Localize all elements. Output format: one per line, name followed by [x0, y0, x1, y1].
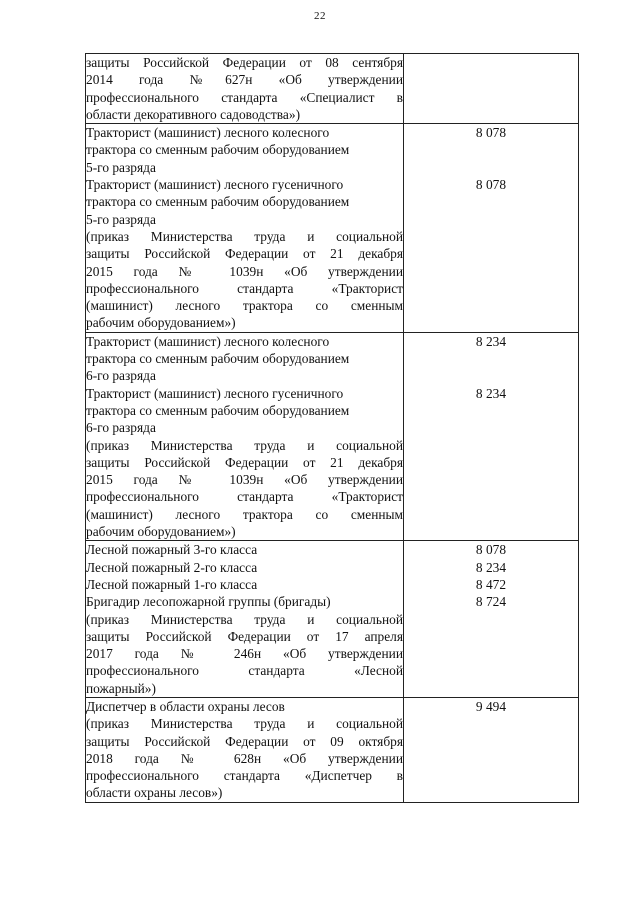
- salary-value-cell: [404, 54, 579, 124]
- description-line: профессионального стандарта «Диспетчер в: [86, 768, 403, 784]
- position-description-cell: [86, 54, 404, 124]
- salary-value: [404, 159, 578, 176]
- salary-value: 8 724: [475, 594, 507, 610]
- description-line: защиты Российской Федерации от 21 декабря: [86, 454, 403, 470]
- description-line: 2018 года № 628н «Об утверждении: [86, 750, 403, 766]
- table-row: [86, 124, 579, 333]
- position-description-cell: [86, 124, 404, 333]
- description-line: (приказ Министерства труда и социальной: [86, 437, 403, 453]
- description-line: профессионального стандарта «Специалист в: [86, 89, 403, 105]
- description-line: 2015 года № 1039н «Об утверждении: [86, 263, 403, 279]
- salary-value: [404, 141, 578, 158]
- description-line: области охраны лесов»): [86, 785, 223, 801]
- salary-table: [85, 53, 579, 803]
- description-line: защиты Российской Федерации от 17 апреля: [86, 628, 403, 644]
- description-line: 5-го разряда: [86, 211, 156, 227]
- salary-value-cell: [404, 541, 579, 698]
- description-line: 6-го разряда: [86, 368, 156, 384]
- description-line: профессионального стандарта «Тракторист: [86, 489, 403, 505]
- description-line: Тракторист (машинист) лесного гусеничного: [86, 177, 344, 193]
- description-line: (машинист) лесного трактора со сменным: [86, 298, 403, 314]
- salary-value: 8 234: [475, 559, 507, 575]
- description-line: (приказ Министерства труда и социальной: [86, 228, 403, 244]
- description-line: 6-го разряда: [86, 420, 156, 436]
- description-line: рабочим оборудованием»): [86, 524, 236, 540]
- salary-value: 9 494: [475, 698, 507, 714]
- description-line: (приказ Министерства труда и социальной: [86, 611, 403, 627]
- position-description-cell: [86, 541, 404, 698]
- description-line: Лесной пожарный 1-го класса: [86, 576, 258, 592]
- description-line: Тракторист (машинист) лесного гусеничного: [86, 385, 344, 401]
- description-line: защиты Российской Федерации от 08 сентября: [86, 55, 403, 70]
- description-line: защиты Российской Федерации от 09 октября: [86, 733, 403, 749]
- salary-value: [404, 367, 578, 384]
- description-line: трактора со сменным рабочим оборудованием: [86, 351, 350, 367]
- position-description-cell: [86, 697, 404, 802]
- description-line: защиты Российской Федерации от 21 декабря: [86, 246, 403, 262]
- salary-value: 8 234: [475, 385, 507, 401]
- salary-value: 8 234: [475, 333, 507, 349]
- description-line: 2014 года №627н «Об утверждении: [86, 72, 403, 88]
- salary-value: [404, 350, 578, 367]
- table-body: [86, 54, 579, 803]
- description-line: 2015 года № 1039н «Об утверждении: [86, 472, 403, 488]
- salary-value: 8 078: [475, 177, 507, 193]
- table-row: [86, 332, 579, 541]
- description-line: Бригадир лесопожарной группы (бригады): [86, 594, 331, 610]
- page-number: 22: [314, 10, 326, 22]
- description-line: (приказ Министерства труда и социальной: [86, 716, 403, 732]
- description-line: 2017 года № 246н «Об утверждении: [86, 646, 403, 662]
- description-line: Лесной пожарный 3-го класса: [86, 542, 258, 558]
- salary-value: 8 078: [475, 125, 507, 141]
- table-row: [86, 697, 579, 802]
- salary-value: 8 078: [475, 542, 507, 558]
- salary-value: 8 472: [475, 576, 507, 592]
- description-line: (машинист) лесного трактора со сменным: [86, 506, 403, 522]
- description-line: Диспетчер в области охраны лесов: [86, 698, 285, 714]
- salary-value-cell: [404, 332, 579, 541]
- description-line: трактора со сменным рабочим оборудованием: [86, 402, 350, 418]
- description-line: профессионального стандарта «Тракторист: [86, 280, 403, 296]
- salary-value-cell: [404, 124, 579, 333]
- description-line: рабочим оборудованием»): [86, 315, 236, 331]
- description-line: Лесной пожарный 2-го класса: [86, 559, 258, 575]
- description-line: области декоративного садоводства»): [86, 106, 301, 122]
- description-line: профессионального стандарта «Лесной: [86, 663, 403, 679]
- description-line: пожарный»): [86, 680, 156, 696]
- table-row: [86, 54, 579, 124]
- position-description-cell: [86, 332, 404, 541]
- description-line: Тракторист (машинист) лесного колесного: [86, 125, 330, 141]
- description-line: Тракторист (машинист) лесного колесного: [86, 333, 330, 349]
- table-row: [86, 541, 579, 698]
- description-line: трактора со сменным рабочим оборудованием: [86, 142, 350, 158]
- description-line: 5-го разряда: [86, 159, 156, 175]
- salary-value-cell: [404, 697, 579, 802]
- description-line: трактора со сменным рабочим оборудованием: [86, 194, 350, 210]
